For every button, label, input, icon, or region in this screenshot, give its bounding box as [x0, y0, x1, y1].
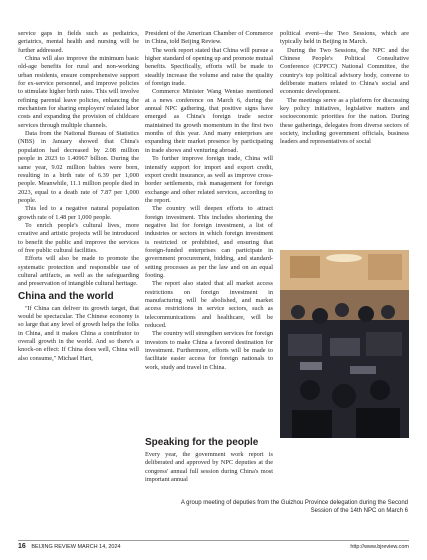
- paragraph: political event—the Two Sessions, which are typically held in Beijing in March.: [280, 30, 409, 46]
- paragraph: During the Two Sessions, the NPC and the Chinese People's Political Consultative Conference (CPPCC) National Committee, the country's top political advisory body, convene to deliberate matters related to China's social and economic development.: [280, 46, 409, 96]
- paragraph: China will also improve the minimum basic old-age benefits for rural and non-working urban residents, ensure comprehensive support for ex-service personnel, and improve policies to stimulate higher birth rates. This will involve refining parental leave policies, enhancing the mechanism for sharing employers' related labor costs and expanding the provision of childcare services through multiple channels.: [18, 55, 139, 129]
- section-heading-china-and-the-world: China and the world: [18, 290, 114, 302]
- issue-label: BEIJING REVIEW MARCH 14, 2024: [31, 544, 121, 550]
- page-number: 16: [18, 543, 26, 550]
- paragraph: service gaps in fields such as pediatrics, geriatrics, mental health and nursing will be further addressed.: [18, 30, 139, 54]
- paragraph: President of the American Chamber of Commerce in China, told Beijing Review.: [145, 30, 273, 46]
- article-column-1: [18, 30, 139, 363]
- paragraph: The meetings serve as a platform for discussing key policy initiatives, legislative matters and socioeconomic priorities for the nation. During these gatherings, delegates from diverse sectors of society, including government officials, business leaders and representatives of social: [280, 96, 409, 146]
- paragraph: To further improve foreign trade, China will intensify support for import and export credit, export credit insurance, as well as improve cross-border settlements, risk management for foreign exchange and other related services, according to the report.: [145, 155, 273, 204]
- photo-caption: A group meeting of deputies from the Guizhou Province delegation during the Second Session of the 14th NPC on March 6: [180, 500, 408, 514]
- paragraph: Efforts will also be made to promote the systematic protection and responsible use of cultural artifacts, as well as the safeguarding and preservation of intangible cultural heritage.: [18, 255, 139, 288]
- section-heading-speaking-for-the-people: Speaking for the people: [145, 437, 259, 448]
- paragraph: This led to a negative natural population growth rate of 1.48 per 1,000 people.: [18, 205, 139, 221]
- meeting-photo-illustration: [280, 250, 409, 438]
- meeting-photo: [280, 250, 409, 438]
- page-footer: [18, 542, 409, 552]
- paragraph: The country will deepen efforts to attract foreign investment. This includes shortening the negative list for foreign investment, a list of industries or sectors in which foreign investment is restricted or prohibited, and ensuring that foreign-funded enterprises can participate in government procurement, bidding, and standard-setting processes as per the law and on an equal footing.: [145, 205, 273, 279]
- article-section-speaking-for-the-people: [145, 435, 273, 484]
- paragraph: "If China can deliver its growth target, that would be spectacular. The Chinese economy is so large that any level of growth helps the folks in China, and it makes China a contributor to overall growth in the world. And so there's a knock-on effect: If China does well, China will also consume," Michael Hart,: [18, 304, 139, 362]
- paragraph: Commerce Minister Wang Wentao mentioned at a news conference on March 6, during the annual NPC gathering, that positive signs have emerged as China's foreign trade sector maintained its growth momentum in the first two months of this year. And many enterprises are expanding their market presence by participating in trade shows and venturing abroad.: [145, 88, 273, 154]
- paragraph: The country will strengthen services for foreign investors to make China a favored destination for investment. Furthermore, efforts will be made to facilitate easier access for foreign nationals to work, study and travel in China.: [145, 330, 273, 371]
- article-column-2: [145, 30, 273, 372]
- paragraph: The work report stated that China will pursue a higher standard of opening up and promote mutual benefits. Specifically, efforts will be made to steadily increase the volume and raise the quality of foreign trade.: [145, 46, 273, 88]
- website-link[interactable]: http://www.bjreview.com: [350, 544, 409, 550]
- paragraph: Every year, the government work report is deliberated and approved by NPC deputies at the congress' annual full session during China's most important annual: [145, 451, 273, 484]
- paragraph: To enrich people's cultural lives, more creative and artistic projects will be introduced to benefit the public and improve the services of free public cultural facilities.: [18, 221, 139, 254]
- footer-divider: [18, 540, 409, 541]
- paragraph: The report also stated that all market access restrictions on foreign investment in manufacturing will be abolished, and market access restrictions in service sectors, such as telecommunications and healthcare, will be reduced.: [145, 280, 273, 330]
- paragraph: Data from the National Bureau of Statistics (NBS) in January showed that China's population had decreased by 2.08 million people in 2023 to 1.40967 billion. During the same year, 9.02 million babies were born, resulting in a birth rate of 6.39 per 1,000 people. Meanwhile, 11.1 million people died in 2023, equal to a death rate of 7.87 per 1,000 people.: [18, 130, 139, 204]
- article-column-3: [280, 30, 409, 147]
